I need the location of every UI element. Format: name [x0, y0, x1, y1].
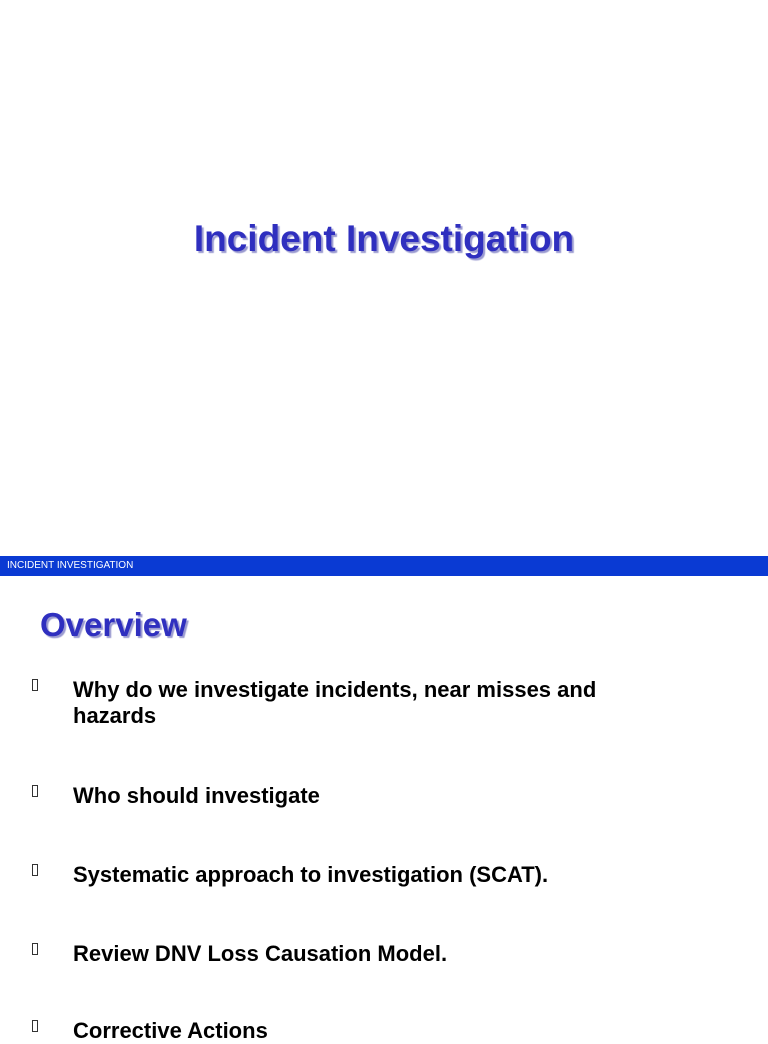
bullet-text: Corrective Actions	[73, 1018, 268, 1043]
bullet-text: Who should investigate	[73, 783, 320, 808]
overview-slide	[0, 576, 768, 1043]
bullet-list	[0, 576, 768, 1043]
slide-title: Incident Investigation	[193, 218, 575, 259]
bullet-text: Systematic approach to investigation (SCAT).	[73, 862, 549, 887]
bullet-text: Why do we investigate incidents, near misses and hazards	[73, 677, 597, 728]
bullet-icon	[32, 943, 38, 955]
bullet-text: Review DNV Loss Causation Model.	[73, 941, 448, 966]
header-label: INCIDENT INVESTIGATION	[7, 560, 134, 571]
bullet-icon	[32, 679, 38, 691]
bullet-icon	[32, 785, 38, 797]
overview-title: Overview	[40, 606, 187, 643]
bullet-icon	[32, 864, 38, 876]
bullet-icon	[32, 1020, 38, 1032]
header-band	[0, 556, 768, 576]
